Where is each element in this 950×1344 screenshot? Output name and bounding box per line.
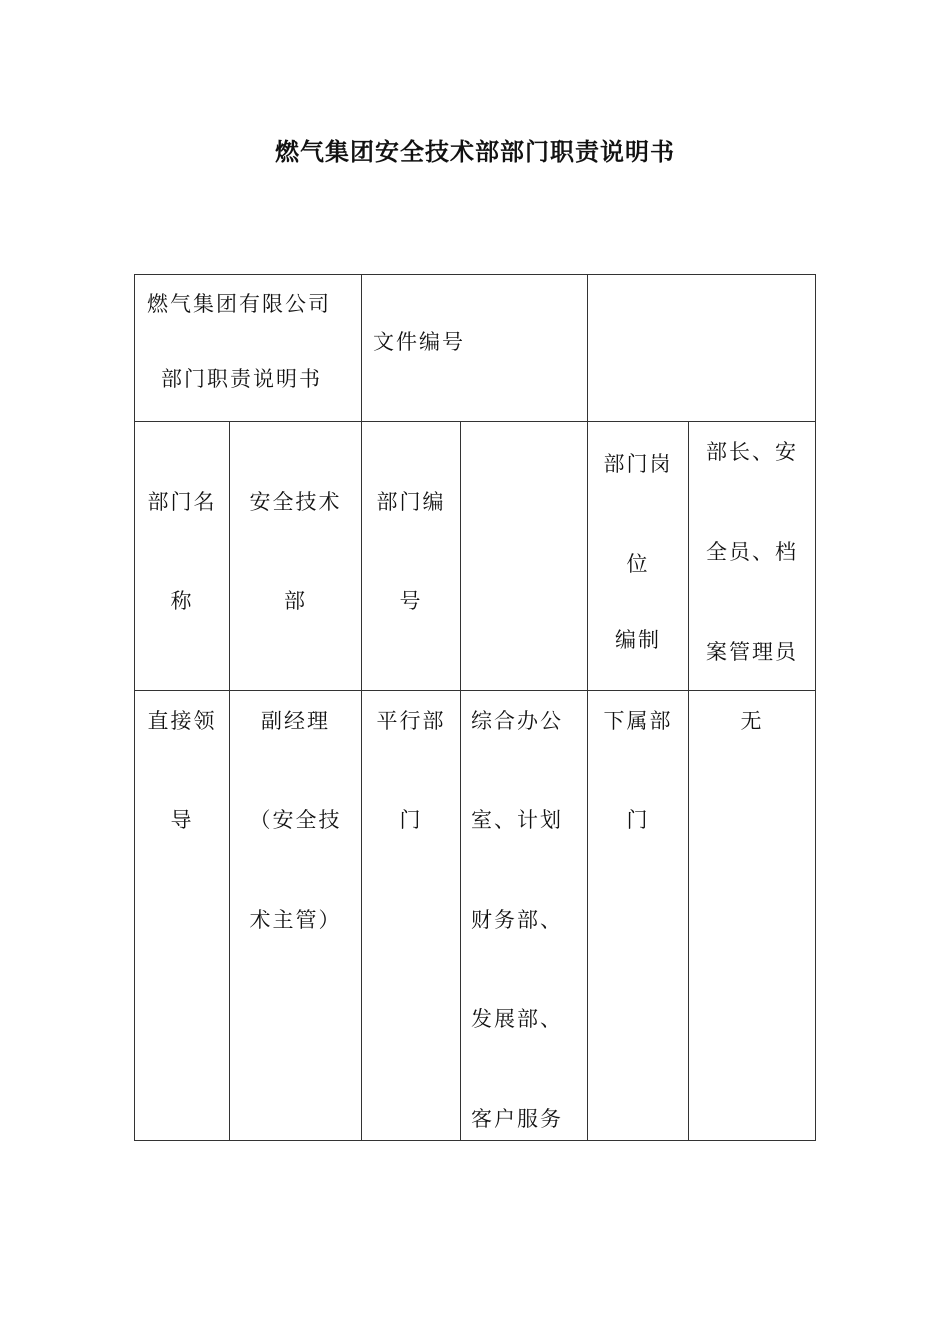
dept-no-label-1: 部门编 bbox=[376, 490, 446, 514]
parallel-label-cell bbox=[362, 691, 461, 1141]
parallel-label-2: 门 bbox=[399, 808, 423, 832]
post-label-1: 部门岗 bbox=[603, 452, 673, 476]
file-no-label: 文件编号 bbox=[373, 330, 465, 354]
dept-no-label-2: 号 bbox=[399, 589, 423, 613]
header-row bbox=[135, 275, 816, 422]
document-title: 燃气集团安全技术部部门职责说明书 bbox=[275, 137, 675, 166]
parallel-label-1: 平行部 bbox=[376, 709, 446, 733]
parallel-value-2: 室、计划 bbox=[471, 808, 563, 832]
relation-row bbox=[135, 691, 816, 1141]
leader-value-1: 副经理 bbox=[261, 709, 330, 733]
dept-name-label-cell bbox=[135, 422, 230, 691]
parallel-value-cell bbox=[461, 691, 588, 1141]
post-value-2: 全员、档 bbox=[706, 540, 798, 564]
dept-name-label-2: 称 bbox=[170, 589, 194, 613]
sub-label-1: 下属部 bbox=[603, 709, 673, 733]
leader-label-2: 导 bbox=[170, 808, 194, 832]
leader-label-cell bbox=[135, 691, 230, 1141]
dept-name-value-2: 部 bbox=[284, 589, 307, 613]
parallel-value-4: 发展部、 bbox=[471, 1007, 563, 1031]
file-no-value-cell bbox=[588, 275, 816, 422]
company-cell bbox=[135, 275, 362, 422]
dept-no-label-cell bbox=[362, 422, 461, 691]
parallel-value-1: 综合办公 bbox=[471, 709, 563, 733]
company-line-1: 燃气集团有限公司 bbox=[147, 292, 331, 316]
post-label-cell bbox=[588, 422, 689, 691]
post-label-3: 编制 bbox=[615, 628, 661, 652]
dept-no-value-cell bbox=[461, 422, 588, 691]
leader-value-2: （安全技 bbox=[249, 808, 342, 832]
file-no-label-cell bbox=[362, 275, 588, 422]
post-value-1: 部长、安 bbox=[706, 440, 798, 464]
post-label-2: 位 bbox=[626, 552, 650, 576]
dept-name-label-1: 部门名 bbox=[147, 490, 217, 514]
post-value-cell bbox=[689, 422, 816, 691]
company-line-2: 部门职责说明书 bbox=[161, 367, 322, 391]
duty-table bbox=[134, 274, 816, 1141]
post-value-3: 案管理员 bbox=[706, 640, 798, 664]
leader-label-1: 直接领 bbox=[147, 709, 217, 733]
leader-value-3: 术主管） bbox=[249, 908, 342, 932]
dept-name-value-cell bbox=[230, 422, 362, 691]
dept-name-value-1: 安全技术 bbox=[249, 490, 342, 514]
parallel-value-5: 客户服务 bbox=[471, 1107, 563, 1131]
parallel-value-3: 财务部、 bbox=[471, 908, 563, 932]
sub-value-cell bbox=[689, 691, 816, 1141]
sub-label-2: 门 bbox=[626, 808, 650, 832]
leader-value-cell bbox=[230, 691, 362, 1141]
dept-row bbox=[135, 422, 816, 691]
sub-label-cell bbox=[588, 691, 689, 1141]
sub-value: 无 bbox=[740, 709, 764, 733]
